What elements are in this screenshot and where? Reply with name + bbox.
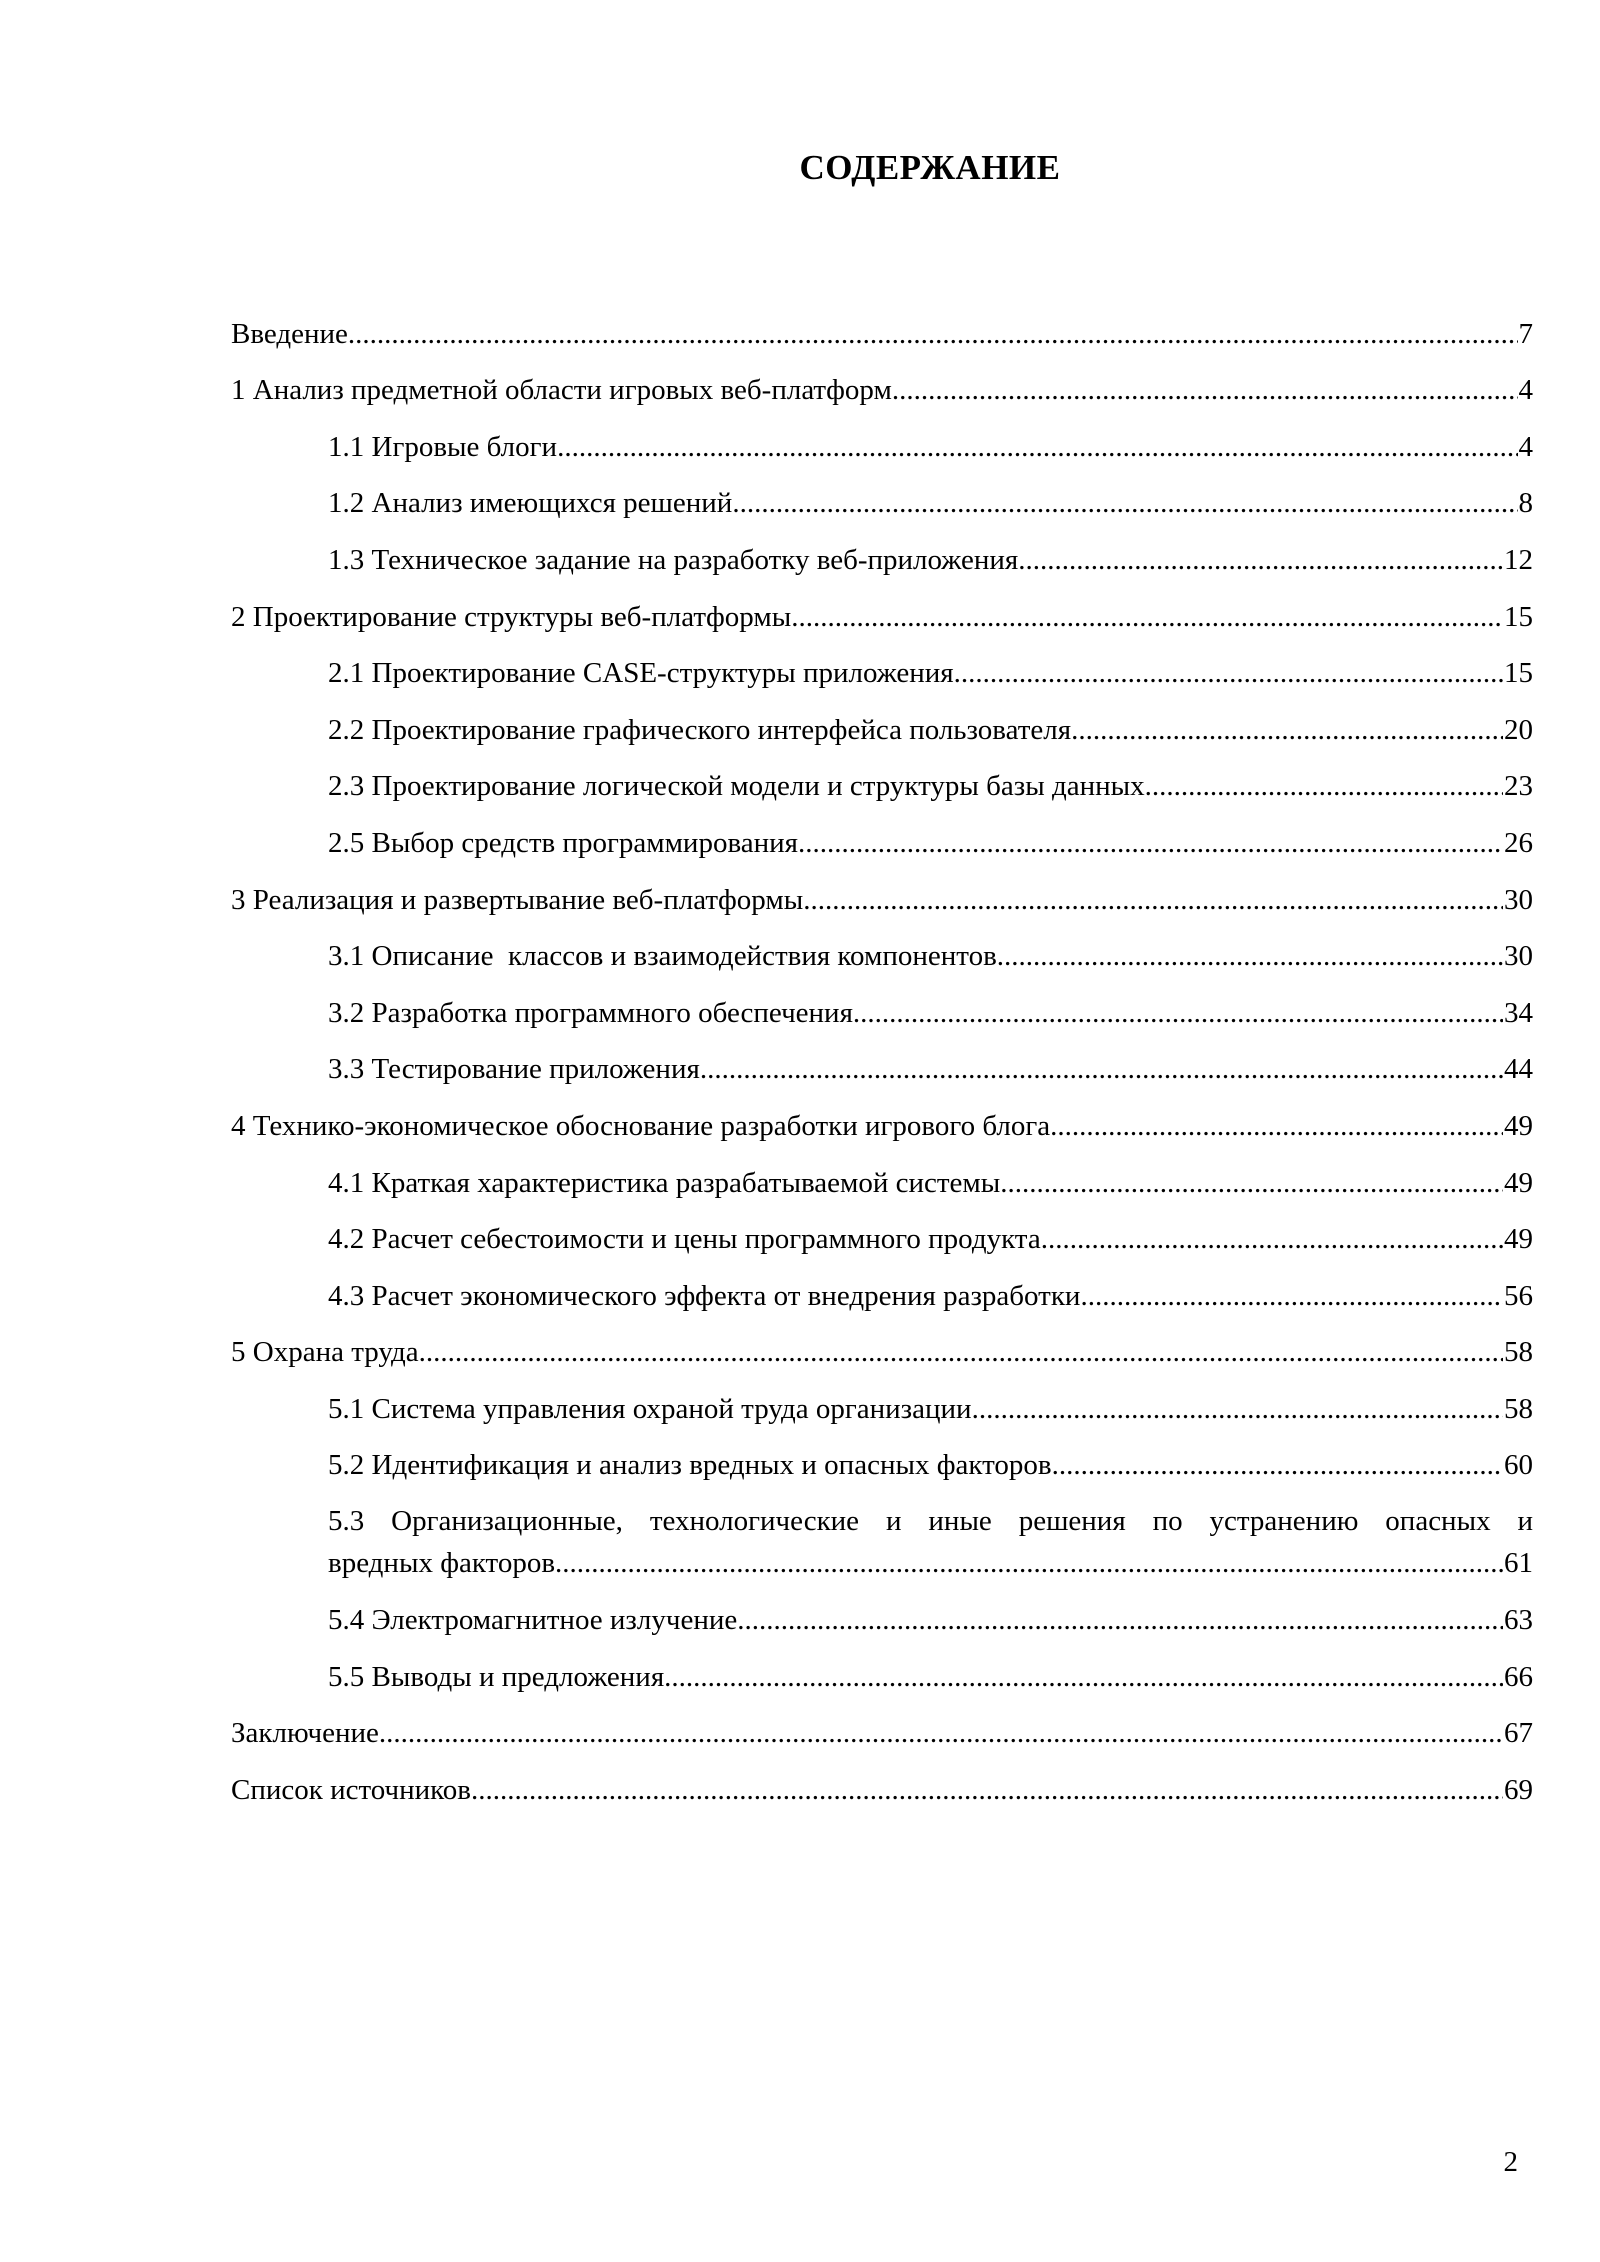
dot-leader (1145, 765, 1503, 807)
toc-entry-page: 58 (1504, 1392, 1533, 1425)
toc-entry-text: 4.3 Расчет экономического эффекта от внедрения разработки (328, 1279, 1081, 1312)
toc-entry-text: 3.3 Тестирование приложения (328, 1053, 700, 1086)
toc-entry-text: 1.3 Техническое задание на разработку веб-приложения (328, 543, 1019, 576)
toc-entry-page: 67 (1504, 1717, 1533, 1750)
dot-leader (954, 652, 1503, 694)
dot-leader (379, 1712, 1503, 1754)
toc-entry-text: 3.1 Описание классов и взаимодействия компонентов (328, 940, 997, 973)
toc-entry-page: 61 (1504, 1547, 1533, 1580)
dot-leader (1050, 1105, 1503, 1147)
toc-entry-text: 5 Охрана труда (231, 1336, 419, 1369)
toc-subentry[interactable] (231, 1641, 1533, 1698)
toc-entry-page: 44 (1504, 1053, 1533, 1086)
toc-subentry[interactable] (231, 1373, 1533, 1430)
dot-leader (737, 1599, 1503, 1641)
toc-subentry[interactable] (231, 1204, 1533, 1261)
toc-subentry[interactable] (231, 1584, 1533, 1641)
toc-entry-text: Список источников (231, 1773, 471, 1806)
dot-leader (732, 482, 1517, 524)
toc-entry-text: 2.3 Проектирование логической модели и структуры базы данных (328, 770, 1145, 803)
toc-entry-page: 12 (1504, 543, 1533, 576)
toc-entry-text: Введение (231, 317, 348, 350)
dot-leader (1041, 1218, 1503, 1260)
toc-entry-text: 4.1 Краткая характеристика разрабатываемой системы (328, 1166, 1001, 1199)
toc-entry-text: Заключение (231, 1717, 379, 1750)
toc-entry[interactable] (231, 581, 1533, 638)
toc-entry-text: 4.2 Расчет себестоимости и цены программного продукта (328, 1223, 1041, 1256)
toc-entry-page: 30 (1504, 883, 1533, 916)
table-of-contents (231, 298, 1533, 1811)
toc-entry-text: 5.1 Система управления охраной труда организации (328, 1392, 972, 1425)
page-title: СОДЕРЖАНИЕ (799, 148, 1061, 187)
toc-entry[interactable] (231, 864, 1533, 921)
toc-subentry[interactable] (231, 1147, 1533, 1204)
dot-leader (1071, 709, 1503, 751)
toc-entry-page: 63 (1504, 1604, 1533, 1637)
toc-entry-text: 3.2 Разработка программного обеспечения (328, 996, 853, 1029)
toc-entry-page: 4 (1518, 374, 1533, 407)
toc-entry-page: 15 (1504, 657, 1533, 690)
toc-entry-page: 7 (1518, 317, 1533, 350)
dot-leader (664, 1656, 1503, 1698)
dot-leader (700, 1048, 1503, 1090)
toc-entry-text: 3 Реализация и развертывание веб-платформы (231, 883, 804, 916)
toc-subentry[interactable] (231, 1260, 1533, 1317)
toc-subentry[interactable] (231, 638, 1533, 695)
toc-entry-page: 49 (1504, 1166, 1533, 1199)
toc-subentry[interactable] (231, 1486, 1533, 1584)
toc-entry-page: 20 (1504, 713, 1533, 746)
toc-entry[interactable] (231, 1754, 1533, 1811)
dot-leader (1052, 1444, 1503, 1486)
toc-entry-page: 34 (1504, 996, 1533, 1029)
toc-entry-page: 8 (1518, 487, 1533, 520)
toc-entry-text: 1 Анализ предметной области игровых веб-платформ (231, 374, 892, 407)
toc-entry-page: 49 (1504, 1109, 1533, 1142)
dot-leader (853, 992, 1503, 1034)
toc-entry-text: 1.2 Анализ имеющихся решений (328, 487, 733, 520)
dot-leader (798, 822, 1503, 864)
toc-entry-text: 2.1 Проектирование CASE-структуры приложения (328, 657, 954, 690)
toc-subentry[interactable] (231, 524, 1533, 581)
page-number: 2 (1503, 2146, 1518, 2178)
toc-entry[interactable] (231, 1317, 1533, 1374)
toc-subentry[interactable] (231, 921, 1533, 978)
toc-entry-continuation (328, 1542, 1533, 1584)
dot-leader (555, 1542, 1503, 1584)
toc-entry-text: 5.4 Электромагнитное излучение (328, 1604, 738, 1637)
dot-leader (419, 1331, 1503, 1373)
toc-entry[interactable] (231, 1698, 1533, 1755)
toc-entry[interactable] (231, 298, 1533, 355)
toc-entry-text: 5.2 Идентификация и анализ вредных и опасных факторов (328, 1449, 1052, 1482)
toc-entry[interactable] (231, 1090, 1533, 1147)
toc-entry-page: 66 (1504, 1660, 1533, 1693)
toc-entry-text: 2 Проектирование структуры веб-платформы (231, 600, 792, 633)
dot-leader (471, 1769, 1503, 1811)
toc-subentry[interactable] (231, 1034, 1533, 1091)
dot-leader (557, 426, 1517, 468)
toc-subentry[interactable] (231, 977, 1533, 1034)
dot-leader (892, 369, 1518, 411)
toc-entry-page: 30 (1504, 940, 1533, 973)
dot-leader (1018, 539, 1503, 581)
toc-entry-text: 2.5 Выбор средств программирования (328, 826, 799, 859)
dot-leader (791, 596, 1503, 638)
toc-subentry[interactable] (231, 1430, 1533, 1487)
toc-entry-text: 4 Технико-экономическое обоснование разработки игрового блога (231, 1109, 1051, 1142)
toc-entry-page: 26 (1504, 826, 1533, 859)
dot-leader (997, 935, 1503, 977)
toc-entry-text: 5.5 Выводы и предложения (328, 1660, 665, 1693)
dot-leader (1000, 1162, 1503, 1204)
toc-entry[interactable] (231, 355, 1533, 412)
dot-leader (803, 879, 1503, 921)
toc-entry-page: 23 (1504, 770, 1533, 803)
toc-entry-page: 60 (1504, 1449, 1533, 1482)
toc-subentry[interactable] (231, 807, 1533, 864)
toc-subentry[interactable] (231, 694, 1533, 751)
toc-entry-page: 49 (1504, 1223, 1533, 1256)
toc-entry-page: 58 (1504, 1336, 1533, 1369)
toc-entry-text-continued: вредных факторов (328, 1547, 556, 1580)
toc-entry-page: 4 (1518, 430, 1533, 463)
toc-entry-page: 15 (1504, 600, 1533, 633)
toc-entry-page: 69 (1504, 1773, 1533, 1806)
toc-entry-text: 1.1 Игровые блоги (328, 430, 558, 463)
toc-subentry[interactable] (231, 751, 1533, 808)
toc-subentry[interactable] (231, 411, 1533, 468)
dot-leader (1080, 1275, 1503, 1317)
toc-entry-text: 2.2 Проектирование графического интерфейса пользователя (328, 713, 1072, 746)
toc-subentry[interactable] (231, 468, 1533, 525)
toc-entry-page: 56 (1504, 1279, 1533, 1312)
dot-leader (348, 313, 1518, 355)
toc-entry-text: 5.3 Организационные, технологические и иные решения по устранению опасных и (328, 1505, 1533, 1538)
dot-leader (972, 1388, 1503, 1430)
